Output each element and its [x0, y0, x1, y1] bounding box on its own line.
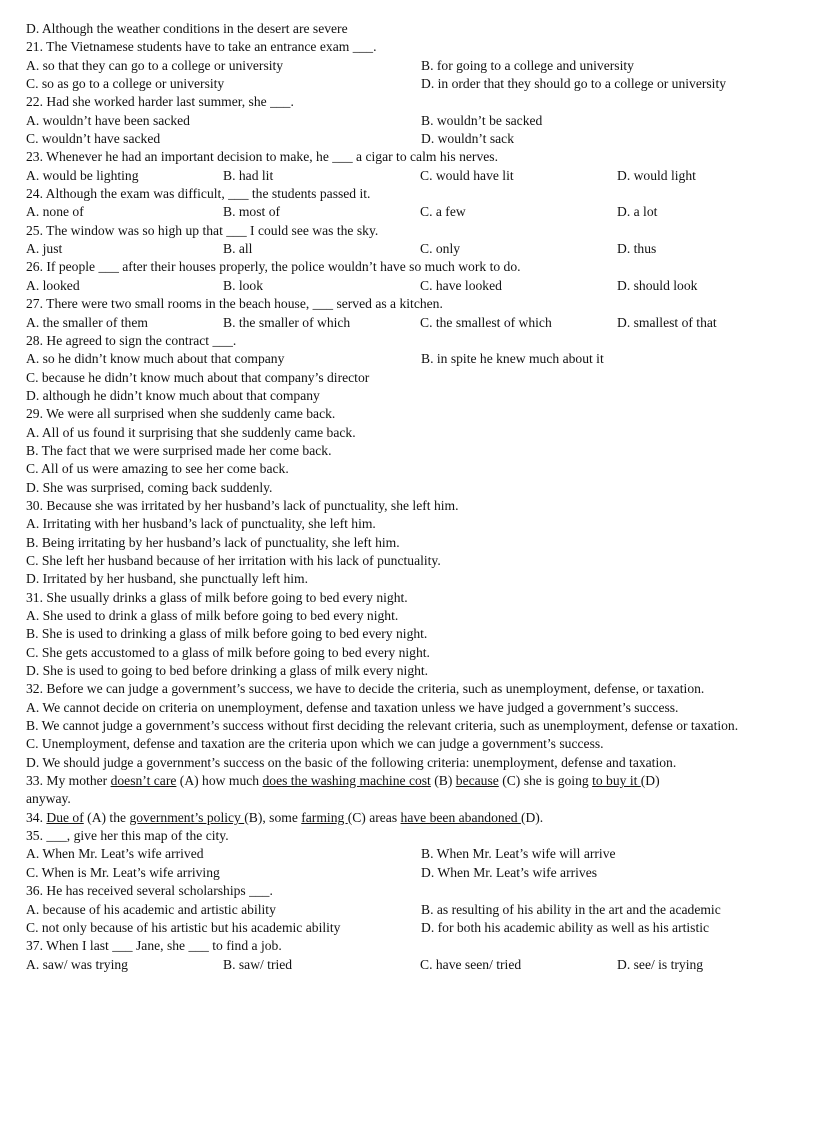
option-a: A. because of his academic and artistic ability [26, 901, 276, 917]
question-number: 33. My mother [26, 773, 111, 789]
option-b: B. look [223, 277, 264, 293]
option-b: B. in spite he knew much about it [421, 351, 604, 367]
option-a: A. looked [26, 277, 80, 293]
option-b: B. all [223, 241, 253, 257]
underlined-part-c: farming [301, 809, 348, 825]
question-23-stem: 23. Whenever he had an important decision to make, he ___ a cigar to calm his nerves. [26, 149, 498, 165]
question-34-stem [26, 809, 790, 827]
underlined-part-a: doesn’t care [110, 773, 177, 789]
question-21-options-row [26, 57, 790, 75]
question-35-options-row [26, 864, 790, 882]
option-d: D. thus [617, 241, 657, 257]
question-35-stem: 35. ___, give her this map of the city. [26, 828, 229, 844]
question-22-options-row [26, 112, 790, 130]
option-d: D. although he didn’t know much about that company [26, 387, 320, 403]
question-21-options-row [26, 75, 790, 93]
question-26-stem: 26. If people ___ after their houses properly, the police wouldn’t have so much work to do. [26, 259, 521, 275]
question-32-stem: 32. Before we can judge a government’s success, we have to decide the criteria, such as unemployment, defense, or taxation. [26, 681, 705, 697]
option-a: A. wouldn’t have been sacked [26, 112, 190, 128]
question-36-options-row [26, 901, 790, 919]
option-d: D. a lot [617, 204, 658, 220]
option-d: D. smallest of that [617, 314, 717, 330]
question-24-stem: 24. Although the exam was difficult, ___ the students passed it. [26, 186, 371, 202]
option-a: A. so that they can go to a college or university [26, 57, 284, 73]
underlined-part-c: because [455, 773, 499, 789]
option-c: C. wouldn’t have sacked [26, 131, 161, 147]
question-36-options-row [26, 919, 790, 937]
question-27-options-row [26, 314, 790, 332]
option-c: C. All of us were amazing to see her come back. [26, 461, 289, 477]
option-d: D. would light [617, 167, 696, 183]
question-33-tail: anyway. [26, 791, 71, 807]
underlined-part-b: does the washing machine cost [262, 773, 431, 789]
question-37-stem: 37. When I last ___ Jane, she ___ to find a job. [26, 938, 282, 954]
question-33-stem [26, 772, 790, 790]
option-a: A. so he didn’t know much about that company [26, 351, 285, 367]
option-b: B. as resulting of his ability in the art and the academic [421, 901, 721, 917]
question-30-stem: 30. Because she was irritated by her husband’s lack of punctuality, she left him. [26, 497, 459, 513]
option-c: C. Unemployment, defense and taxation are the criteria upon which we can judge a government’s success. [26, 736, 604, 752]
question-21-stem: 21. The Vietnamese students have to take an entrance exam ___. [26, 39, 377, 55]
option-a: A. saw/ was trying [26, 956, 128, 972]
option-b: B. had lit [223, 167, 274, 183]
question-37-options-row [26, 956, 790, 974]
option-a: A. the smaller of them [26, 314, 148, 330]
option-c: C. have seen/ tried [420, 956, 522, 972]
option-a: A. none of [26, 204, 84, 220]
underlined-part-d: have been abandoned [400, 809, 521, 825]
option-a: A. We cannot decide on criteria on unemployment, defense and taxation unless we have judged a government’s success. [26, 699, 679, 715]
option-a: A. All of us found it surprising that she suddenly came back. [26, 424, 356, 440]
option-c: C. only [420, 241, 461, 257]
option-b: B. She is used to drinking a glass of milk before going to bed every night. [26, 626, 428, 642]
question-22-options-row [26, 130, 790, 148]
marker-text: (D) [640, 773, 660, 789]
lead-option: D. Although the weather conditions in the desert are severe [26, 21, 348, 36]
underlined-part-b: government’s policy [129, 809, 245, 825]
marker-text: (A) how much [176, 773, 263, 789]
marker-text: (C) she is going [498, 773, 593, 789]
option-b: B. the smaller of which [223, 314, 351, 330]
option-c: C. would have lit [420, 167, 514, 183]
option-b: B. most of [223, 204, 281, 220]
marker-text: (B), some [244, 809, 302, 825]
question-number: 34. [26, 809, 47, 825]
option-a: A. When Mr. Leat’s wife arrived [26, 846, 204, 862]
option-a: A. just [26, 241, 63, 257]
option-c: C. a few [420, 204, 466, 220]
option-c: C. have looked [420, 277, 502, 293]
option-d: D. for both his academic ability as well as his artistic [421, 919, 710, 935]
option-a: A. would be lighting [26, 167, 139, 183]
marker-text: (B) [430, 773, 456, 789]
option-d: D. We should judge a government’s success on the basic of the following criteria: unemployment, defense and taxation. [26, 754, 677, 770]
option-b: B. We cannot judge a government’s success without first deciding the relevant criteria, such as unemployment, defense or taxation. [26, 718, 739, 734]
question-28-stem: 28. He agreed to sign the contract ___. [26, 332, 237, 348]
option-c: C. the smallest of which [420, 314, 552, 330]
option-c: C. She gets accustomed to a glass of milk before going to bed every night. [26, 644, 430, 660]
option-a: A. She used to drink a glass of milk before going to bed every night. [26, 608, 399, 623]
option-a: A. Irritating with her husband’s lack of punctuality, she left him. [26, 516, 376, 532]
question-35-options-row [26, 845, 790, 863]
question-25-stem: 25. The window was so high up that ___ I could see was the sky. [26, 222, 379, 238]
question-22-stem: 22. Had she worked harder last summer, she ___. [26, 94, 294, 110]
marker-text: (D). [520, 809, 544, 825]
option-b: B. The fact that we were surprised made her come back. [26, 442, 332, 458]
option-b: B. saw/ tried [223, 956, 293, 972]
option-b: B. for going to a college and university [421, 57, 634, 73]
option-c: C. When is Mr. Leat’s wife arriving [26, 864, 220, 880]
marker-text: (C) areas [347, 809, 401, 825]
option-b: B. Being irritating by her husband’s lack of punctuality, she left him. [26, 534, 400, 550]
option-d: D. Irritated by her husband, she punctually left him. [26, 571, 308, 587]
option-d: D. She was surprised, coming back suddenly. [26, 479, 273, 495]
option-d: D. wouldn’t sack [421, 131, 515, 147]
underlined-part-d: to buy it [592, 773, 641, 789]
question-28-options-row [26, 350, 790, 368]
option-d: D. see/ is trying [617, 956, 704, 972]
question-23-options-row [26, 167, 790, 185]
option-b: B. wouldn’t be sacked [421, 112, 543, 128]
option-b: B. When Mr. Leat’s wife will arrive [421, 846, 616, 862]
question-24-options-row [26, 203, 790, 221]
underlined-part-a: Due of [46, 809, 84, 825]
question-31-stem: 31. She usually drinks a glass of milk before going to bed every night. [26, 589, 408, 605]
option-c: C. not only because of his artistic but his academic ability [26, 919, 341, 935]
option-d: D. should look [617, 277, 698, 293]
question-26-options-row [26, 277, 790, 295]
option-c: C. because he didn’t know much about that company’s director [26, 369, 370, 385]
question-25-options-row [26, 240, 790, 258]
option-c: C. She left her husband because of her irritation with his lack of punctuality. [26, 552, 441, 568]
option-d: D. in order that they should go to a college or university [421, 76, 727, 92]
option-d: D. She is used to going to bed before drinking a glass of milk every night. [26, 663, 429, 679]
worksheet-page [26, 20, 790, 974]
marker-text: (A) the [83, 809, 130, 825]
question-29-stem: 29. We were all surprised when she suddenly came back. [26, 406, 336, 422]
option-c: C. so as go to a college or university [26, 76, 225, 92]
question-27-stem: 27. There were two small rooms in the beach house, ___ served as a kitchen. [26, 296, 443, 312]
option-d: D. When Mr. Leat’s wife arrives [421, 864, 598, 880]
question-36-stem: 36. He has received several scholarships ___. [26, 883, 273, 899]
